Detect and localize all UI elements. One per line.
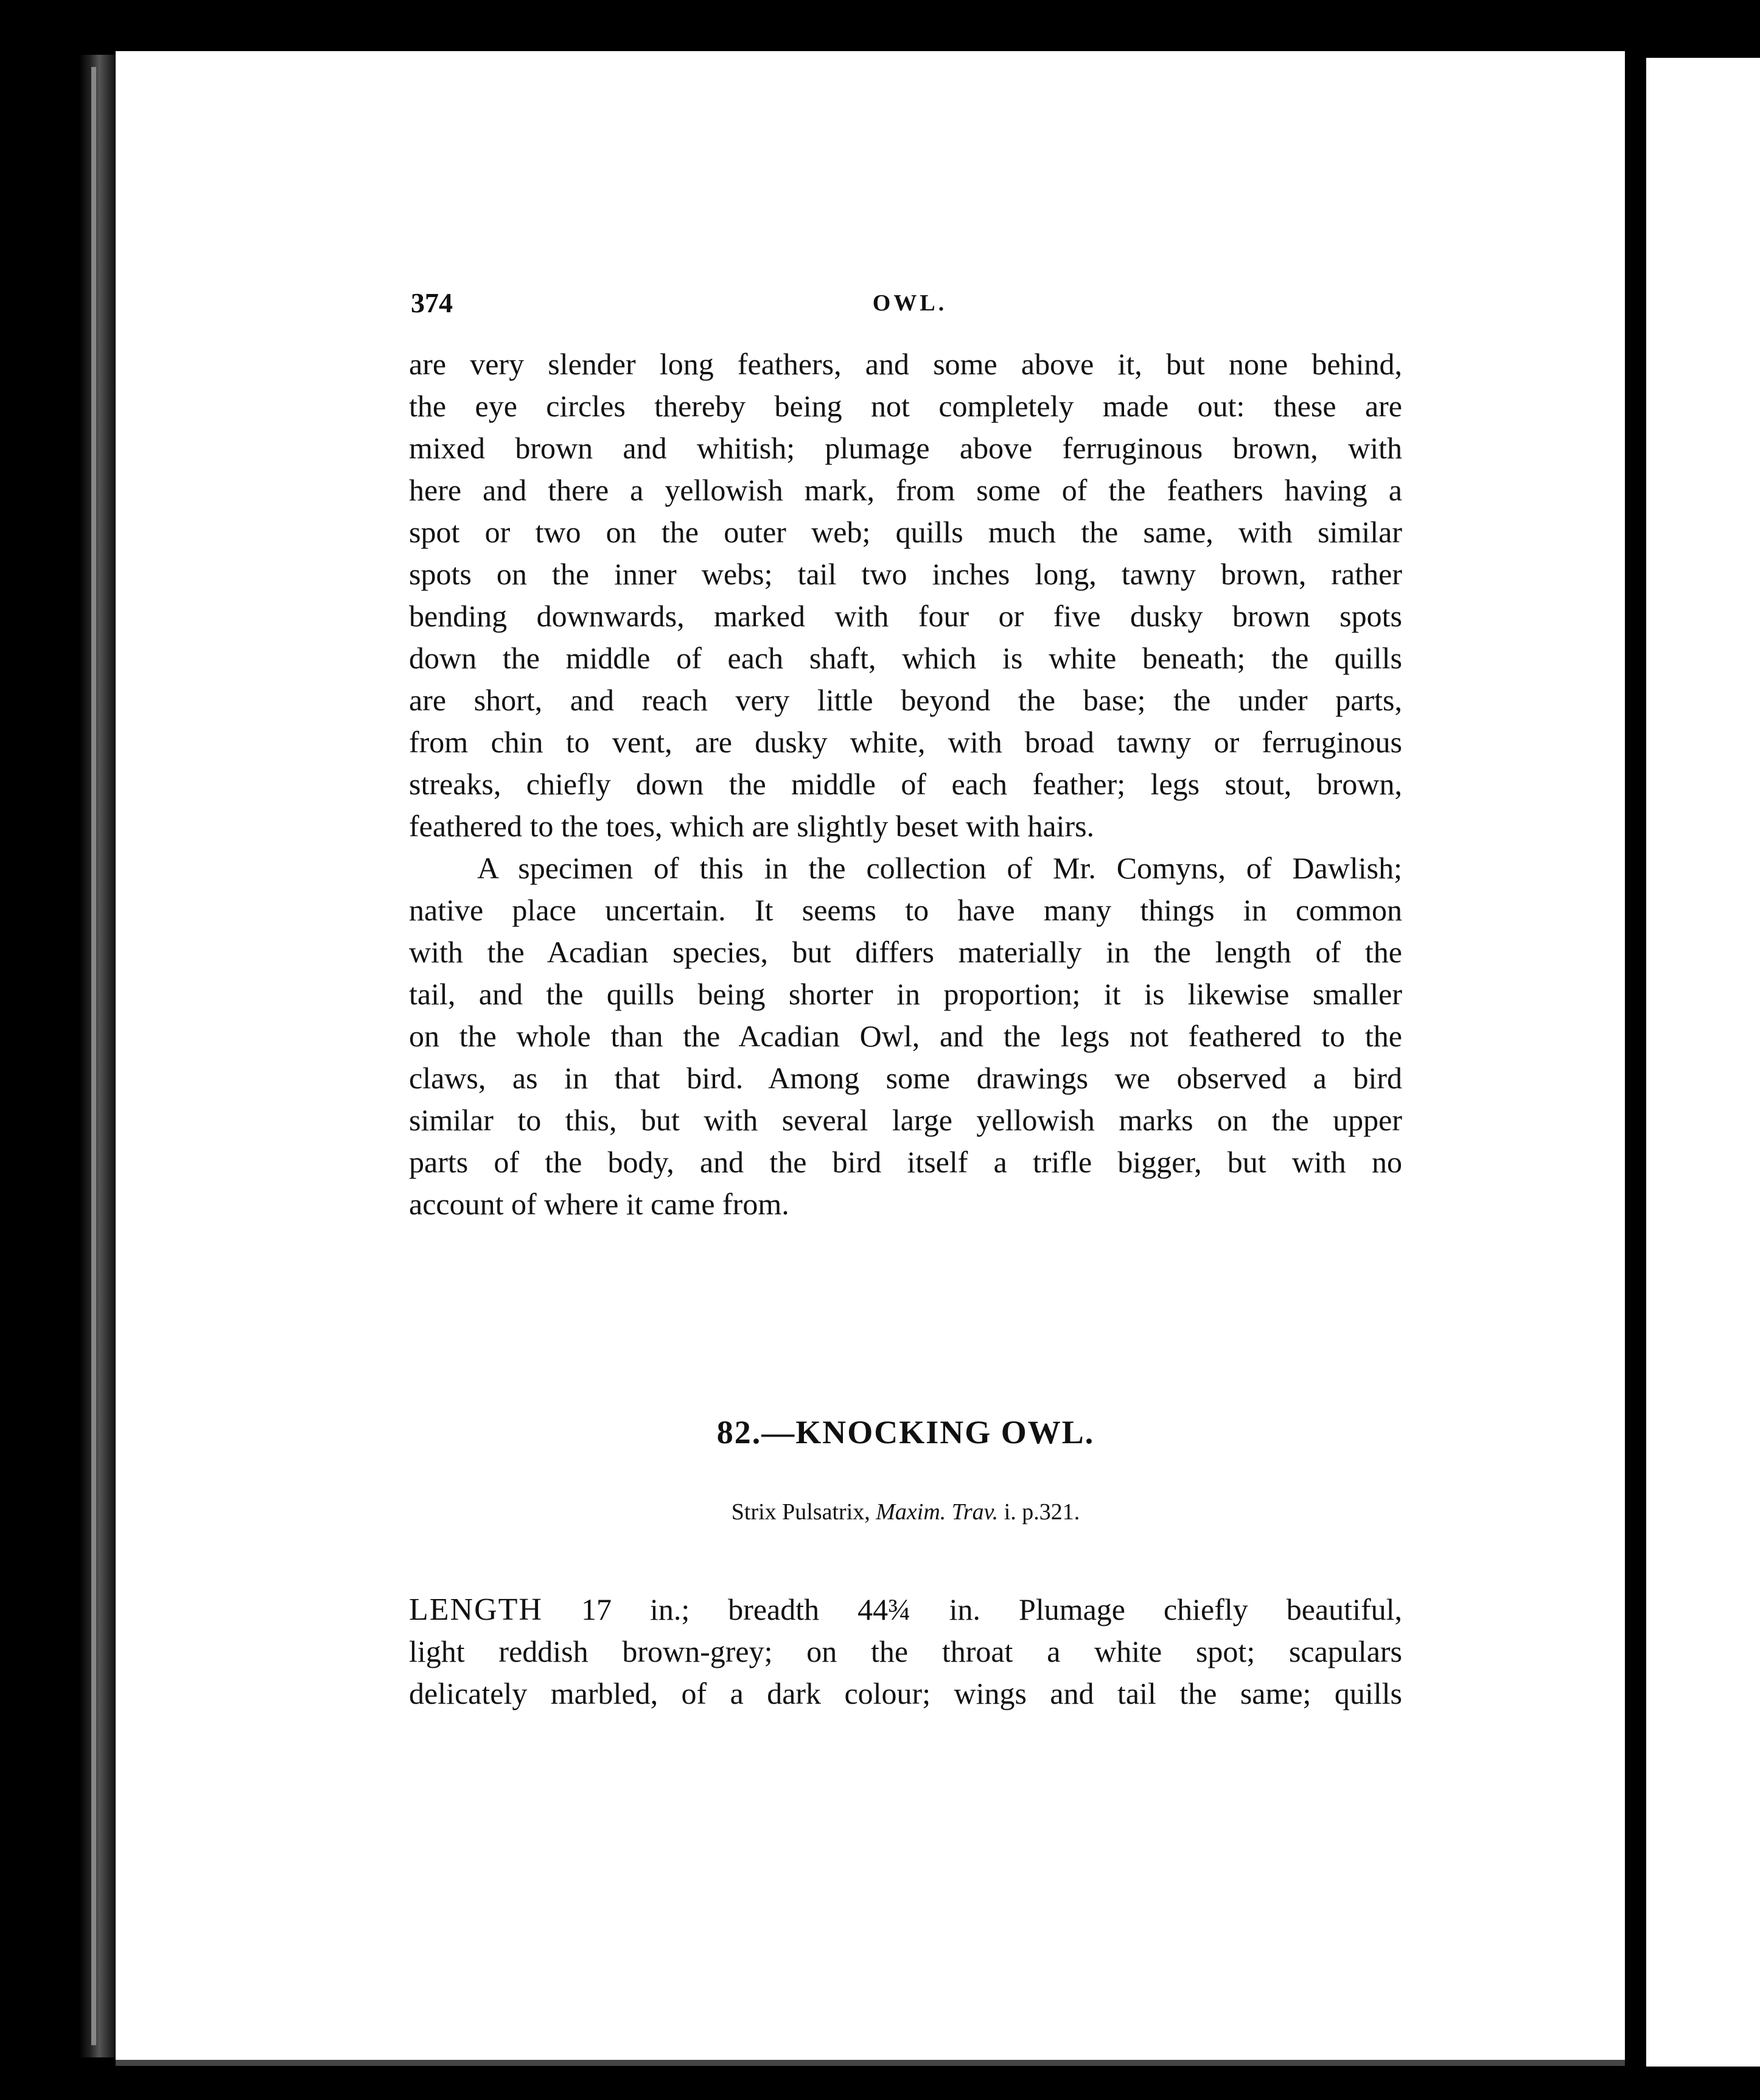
text-line: similar to this, but with several large yellowish marks on the upper [409, 1103, 1402, 1137]
paragraph-specimen-note [409, 847, 1402, 1225]
lead-word: LENGTH [409, 1592, 543, 1627]
text-line: bending downwards, marked with four or five dusky brown spots [409, 599, 1402, 633]
section-heading: 82.—KNOCKING OWL. [716, 1414, 1095, 1451]
text-line: tail, and the quills being shorter in proportion; it is likewise smaller [409, 977, 1402, 1011]
text-line: the eye circles thereby being not completely made out: these are [409, 389, 1402, 423]
paragraph-description [409, 343, 1402, 847]
text-line-rest: 17 in.; breadth 44¾ in. Plumage chiefly beautiful, [542, 1592, 1402, 1626]
synonym-reference [409, 1499, 1402, 1525]
synonym-work: Maxim. Trav. [876, 1499, 999, 1525]
page-stack-edge [91, 67, 96, 2045]
body-text-knocking-owl [409, 1589, 1402, 1715]
book-spine-edge [79, 55, 116, 2057]
running-title: OWL. [872, 290, 948, 316]
text-line: spots on the inner webs; tail two inches long, tawny brown, rather [409, 557, 1402, 591]
synonym-name: Strix Pulsatrix, [731, 1499, 870, 1525]
text-line: on the whole than the Acadian Owl, and the legs not feathered to the [409, 1019, 1402, 1053]
text-line: here and there a yellowish mark, from some of the feathers having a [409, 473, 1402, 507]
text-line: claws, as in that bird. Among some drawings we observed a bird [409, 1061, 1402, 1095]
body-text-continued [409, 343, 1402, 1225]
text-line: account of where it came from. [409, 1187, 789, 1221]
text-line: down the middle of each shaft, which is white beneath; the quills [409, 641, 1402, 675]
text-line: feathered to the toes, which are slightly beset with hairs. [409, 809, 1095, 843]
text-line: delicately marbled, of a dark colour; wings and tail the same; quills [409, 1676, 1402, 1710]
text-line: mixed brown and whitish; plumage above ferruginous brown, with [409, 431, 1402, 465]
synonym-ref: i. p.321. [1004, 1499, 1080, 1525]
text-line [409, 1589, 1402, 1631]
text-line: A specimen of this in the collection of Mr. Comyns, of Dawlish; [477, 851, 1402, 885]
text-line: streaks, chiefly down the middle of each feather; legs stout, brown, [409, 767, 1402, 801]
text-line: native place uncertain. It seems to have many things in common [409, 893, 1402, 927]
text-line: from chin to vent, are dusky white, with broad tawny or ferruginous [409, 725, 1402, 759]
text-line: are short, and reach very little beyond the base; the under parts, [409, 683, 1402, 717]
text-line: are very slender long feathers, and some above it, but none behind, [409, 347, 1402, 381]
text-line: spot or two on the outer web; quills much the same, with similar [409, 515, 1402, 549]
text-line: light reddish brown-grey; on the throat a white spot; scapulars [409, 1634, 1402, 1668]
text-line: with the Acadian species, but differs materially in the length of the [409, 935, 1402, 969]
page-header [411, 285, 1409, 321]
text-line: parts of the body, and the bird itself a trifle bigger, but with no [409, 1145, 1402, 1179]
page-number: 374 [411, 287, 453, 318]
facing-page-edge [1646, 58, 1760, 2067]
